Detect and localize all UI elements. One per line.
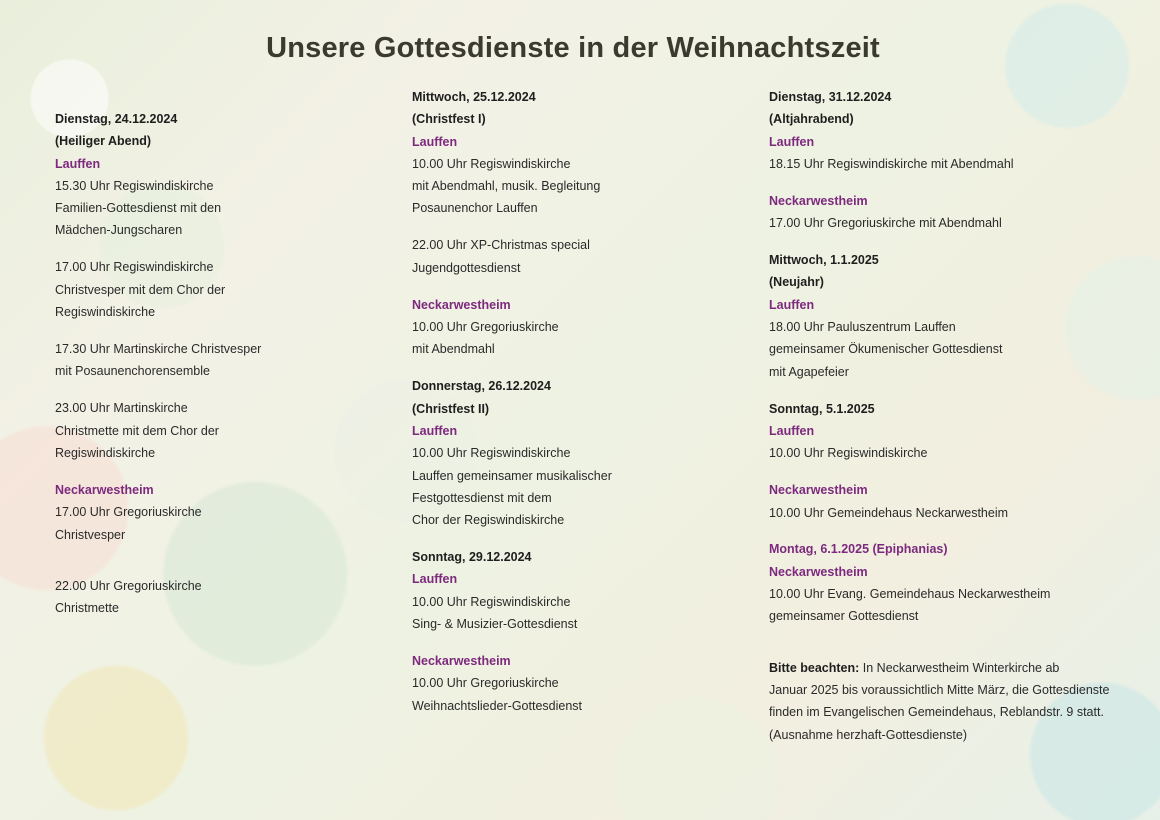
service-line: Lauffen gemeinsamer musikalischer	[412, 468, 612, 483]
service-line: 18.15 Uhr Regiswindiskirche mit Abendmahl	[769, 156, 1014, 171]
service-line: mit Abendmahl	[412, 342, 495, 357]
service-line: Festgottesdienst mit dem	[412, 490, 552, 505]
location-heading: Lauffen	[769, 423, 815, 438]
service-line: 10.00 Uhr Regiswindiskirche	[412, 594, 571, 609]
date-heading: Sonntag, 29.12.2024	[412, 550, 532, 565]
service-line: Jugendgottesdienst	[412, 260, 521, 275]
date-heading: Mittwoch, 1.1.2025	[769, 253, 879, 268]
location-heading: Neckarwestheim	[769, 193, 868, 208]
location-heading: Neckarwestheim	[412, 653, 511, 668]
service-line: 23.00 Uhr Martinskirche	[55, 401, 188, 416]
location-heading: Lauffen	[412, 572, 458, 587]
service-line: Christmette mit dem Chor der	[55, 423, 219, 438]
date-subheading: (Altjahrabend)	[769, 112, 854, 127]
date-heading-epiphany: Montag, 6.1.2025 (Epiphanias)	[769, 542, 948, 557]
service-line: 17.00 Uhr Regiswindiskirche	[55, 260, 214, 275]
service-line: 17.30 Uhr Martinskirche Christvesper	[55, 342, 262, 357]
service-line: 10.00 Uhr Regiswindiskirche	[769, 446, 928, 461]
location-heading: Neckarwestheim	[412, 297, 511, 312]
page-title: Unsere Gottesdienste in der Weihnachtszeit	[266, 32, 880, 64]
date-heading: Sonntag, 5.1.2025	[769, 401, 875, 416]
column-new-year	[769, 86, 1109, 746]
service-line: 10.00 Uhr Evang. Gemeindehaus Neckarwestheim	[769, 587, 1051, 602]
date-subheading: (Neujahr)	[769, 275, 824, 290]
service-line: 18.00 Uhr Pauluszentrum Lauffen	[769, 320, 956, 335]
date-heading: Donnerstag, 26.12.2024	[412, 379, 551, 394]
notice-line: (Ausnahme herzhaft-Gottesdienste)	[769, 727, 968, 742]
service-line: mit Abendmahl, musik. Begleitung	[412, 179, 601, 194]
service-line: gemeinsamer Ökumenischer Gottesdienst	[769, 342, 1003, 357]
notice-label: Bitte beachten:	[769, 660, 860, 675]
service-line: Chor der Regiswindiskirche	[412, 513, 565, 528]
column-christmas-days	[412, 86, 752, 717]
service-line: Familien-Gottesdienst mit den	[55, 201, 222, 216]
notice-line: Januar 2025 bis voraussichtlich Mitte März, die Gottesdienste	[769, 682, 1110, 697]
service-line: 17.00 Uhr Gregoriuskirche	[55, 505, 202, 520]
date-heading: Dienstag, 24.12.2024	[55, 112, 178, 126]
location-heading: Lauffen	[769, 297, 815, 312]
service-line: 10.00 Uhr Regiswindiskirche	[412, 156, 571, 171]
service-line: mit Agapefeier	[769, 364, 849, 379]
service-line: 10.00 Uhr Gregoriuskirche	[412, 676, 559, 691]
service-line: gemeinsamer Gottesdienst	[769, 609, 919, 624]
date-subheading: (Christfest II)	[412, 401, 490, 416]
location-heading: Lauffen	[412, 423, 458, 438]
location-heading: Lauffen	[55, 156, 101, 171]
notice-line	[769, 657, 1109, 679]
service-line: Weihnachtslieder-Gottesdienst	[412, 698, 582, 713]
service-line: 10.00 Uhr Regiswindiskirche	[412, 446, 571, 461]
date-heading: Mittwoch, 25.12.2024	[412, 90, 536, 104]
service-line: Christmette	[55, 601, 119, 616]
service-line: 15.30 Uhr Regiswindiskirche	[55, 178, 214, 193]
service-line: Posaunenchor Lauffen	[412, 201, 538, 216]
service-line: Christvesper mit dem Chor der	[55, 282, 226, 297]
location-heading: Neckarwestheim	[769, 483, 868, 498]
column-christmas-eve	[55, 108, 395, 619]
location-heading: Lauffen	[412, 134, 458, 149]
location-heading: Neckarwestheim	[55, 482, 154, 497]
service-line: 22.00 Uhr XP-Christmas special	[412, 238, 590, 253]
service-line: 17.00 Uhr Gregoriuskirche mit Abendmahl	[769, 216, 1002, 231]
service-line: Regiswindiskirche	[55, 305, 156, 320]
location-heading: Neckarwestheim	[769, 564, 868, 579]
service-line: 10.00 Uhr Gregoriuskirche	[412, 320, 559, 335]
service-line: Sing- & Musizier-Gottesdienst	[412, 616, 578, 631]
notice-text: In Neckarwestheim Winterkirche ab	[859, 660, 1060, 675]
service-line: Regiswindiskirche	[55, 445, 156, 460]
date-subheading: (Christfest I)	[412, 112, 486, 127]
service-line: Christvesper	[55, 527, 126, 542]
notice-line: finden im Evangelischen Gemeindehaus, Reblandstr. 9 statt.	[769, 705, 1104, 720]
service-line: mit Posaunenchorensemble	[55, 364, 210, 379]
location-heading: Lauffen	[769, 134, 815, 149]
service-line: 22.00 Uhr Gregoriuskirche	[55, 578, 202, 593]
date-heading: Dienstag, 31.12.2024	[769, 90, 892, 104]
service-line: Mädchen-Jungscharen	[55, 223, 183, 238]
service-line: 10.00 Uhr Gemeindehaus Neckarwestheim	[769, 505, 1009, 520]
date-subheading: (Heiliger Abend)	[55, 134, 152, 149]
